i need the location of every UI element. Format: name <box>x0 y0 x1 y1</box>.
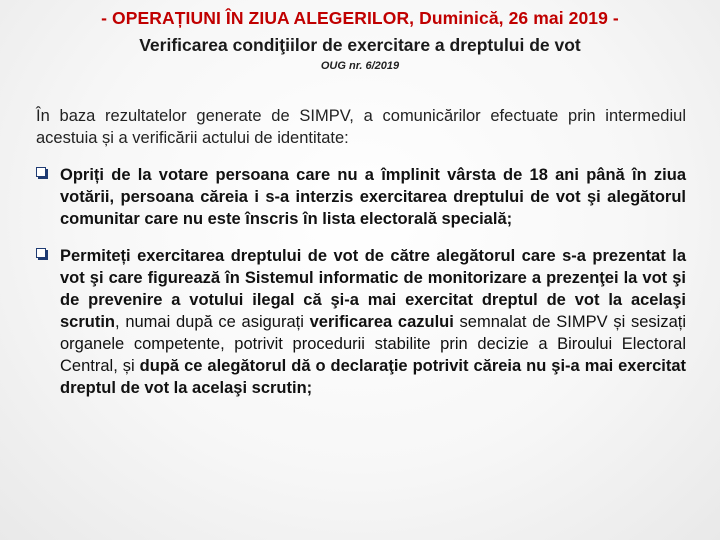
bullet-text <box>60 245 686 399</box>
bullet-text-normal: semnalat de SIMPV și sesizați organele competente, potrivit procedurii stabilite prin decizie a Biroului Electoral Central, și <box>60 313 687 375</box>
intro-paragraph: În baza rezultatelor generate de SIMPV, a comunicărilor efectuate prin intermediul acestuia și a verificării actului de identitate: <box>36 107 686 147</box>
bullet-text-bold: verificarea cazului <box>309 313 454 331</box>
checkbox-bullet-icon <box>36 248 46 258</box>
list-item <box>36 164 686 230</box>
list-item <box>36 245 686 399</box>
page-subtitle: Verificarea condiţiilor de exercitare a dreptului de vot <box>139 35 581 55</box>
bullet-text-bold: după ce alegătorul dă o declaraţie potrivit căreia nu şi-a mai exercitat dreptul de vot la acelaşi scrutin; <box>60 357 687 397</box>
bullet-text-normal: , numai după ce asigurați <box>115 313 310 331</box>
checkbox-bullet-icon <box>36 167 46 177</box>
legal-reference: OUG nr. 6/2019 <box>320 60 400 72</box>
bullet-text-bold: Permiteți exercitarea dreptului de vot de către alegătorul care s-a prezentat la vot şi care figurează în Sistemul informatic de monitorizare a prezenţei la vot şi de prevenire a votului ilegal că şi-a mai exercitat dreptul de vot la acelaşi scrutin <box>60 247 686 331</box>
page-title: - OPERAȚIUNI ÎN ZIUA ALEGERILOR, Duminică, 26 mai 2019 - <box>101 8 619 28</box>
bullet-text: Opriți de la votare persoana care nu a împlinit vârsta de 18 ani până în ziua votării, persoana căreia i s-a interzis exercitarea dreptului de vot şi alegătorul comunitar care nu este înscris în lista electorală specială; <box>60 166 686 228</box>
